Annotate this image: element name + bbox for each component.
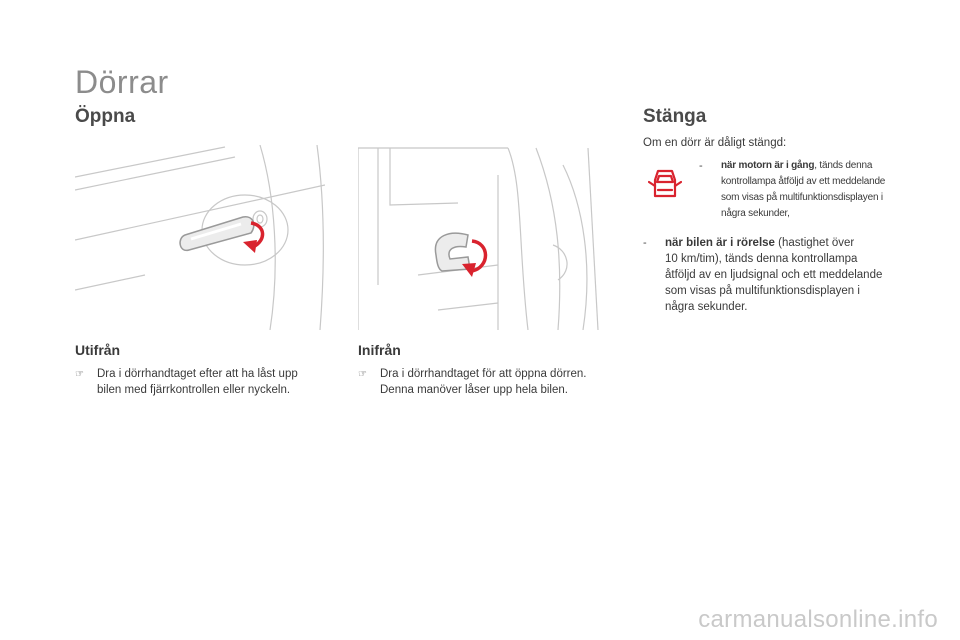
outside-instruction bbox=[75, 366, 335, 398]
exterior-door-handle-illustration bbox=[75, 145, 325, 330]
door-open-warning-icon bbox=[648, 166, 682, 202]
section-title-close: Stänga bbox=[643, 106, 707, 127]
inside-line-2: Denna manöver låser upp hela bilen. bbox=[380, 384, 568, 396]
pointing-finger-icon: ☞ bbox=[358, 369, 367, 380]
car-moving-line-2: 10 km/tim), tänds denna kontrollampa bbox=[665, 253, 858, 265]
watermark: carmanualsonline.info bbox=[698, 606, 938, 633]
car-moving-line-3: åtföljd av en ljudsignal och ett meddelande bbox=[665, 269, 883, 281]
subsection-title-outside: Utifrån bbox=[75, 342, 121, 358]
dash-marker: - bbox=[643, 237, 647, 249]
section-title-open: Öppna bbox=[75, 106, 136, 127]
car-moving-line-5: några sekunder. bbox=[665, 301, 748, 313]
engine-running-line-4: några sekunder, bbox=[721, 208, 790, 219]
car-moving-bold: när bilen är i rörelse bbox=[665, 237, 775, 249]
engine-running-line-3: som visas på multifunktionsdisplayen i bbox=[721, 192, 883, 203]
car-moving-line-4: som visas på multifunktionsdisplayen i bbox=[665, 285, 860, 297]
car-moving-line-1: (hastighet över bbox=[774, 237, 855, 249]
close-intro: Om en dörr är dåligt stängd: bbox=[643, 137, 787, 149]
page-title: Dörrar bbox=[75, 64, 169, 100]
car-moving-item bbox=[643, 235, 913, 315]
engine-running-line-1: , tänds denna bbox=[814, 160, 873, 171]
inside-line-1: Dra i dörrhandtaget för att öppna dörren. bbox=[380, 368, 587, 380]
engine-running-item bbox=[699, 158, 919, 222]
outside-line-1: Dra i dörrhandtaget efter att ha låst upp bbox=[97, 368, 298, 380]
engine-running-line-2: kontrollampa åtföljd av ett meddelande bbox=[721, 176, 886, 187]
subsection-title-inside: Inifrån bbox=[358, 342, 401, 358]
inside-instruction bbox=[358, 366, 628, 398]
interior-door-handle-illustration bbox=[358, 145, 613, 330]
dash-marker: - bbox=[699, 160, 703, 172]
outside-line-2: bilen med fjärrkontrollen eller nyckeln. bbox=[97, 384, 291, 396]
pointing-finger-icon: ☞ bbox=[75, 369, 84, 380]
engine-running-bold: när motorn är i gång bbox=[721, 160, 815, 171]
